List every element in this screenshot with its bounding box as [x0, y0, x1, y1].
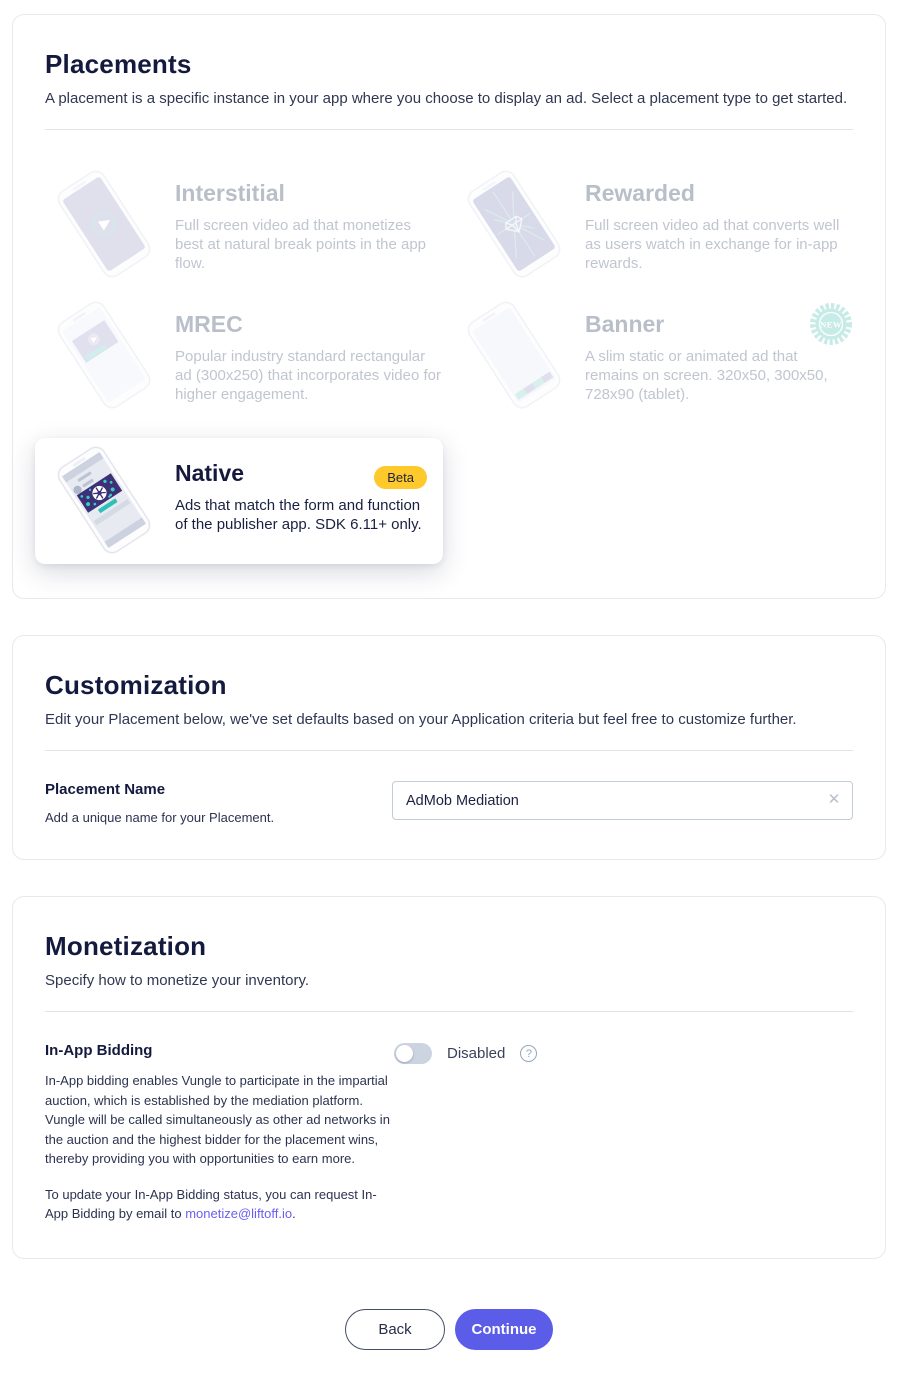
- type-description: Full screen video ad that monetizes best at natural break points in the app flow.: [175, 217, 427, 273]
- type-title: Interstitial: [175, 180, 285, 206]
- placements-card: [12, 14, 886, 599]
- placements-title: Placements: [45, 49, 192, 79]
- new-badge: [809, 302, 853, 346]
- monetization-title: Monetization: [45, 931, 207, 962]
- placement-name-input[interactable]: [392, 781, 853, 820]
- in-app-bidding-row: In-App Bidding In-App bidding enables Vungle to participate in the impartial auction, which is established by the mediation platform. Vungle will be called simultaneously as other ad networks in the auction and the highest bidder for the placement wins, thereby providing you with opportunities to earn more. To update your In-App Bidding status, you can request In-App Bidding by email to monetize@liftoff.io. Disabled ?: [45, 1012, 853, 1224]
- help-icon[interactable]: ?: [520, 1045, 537, 1062]
- native-phone-icon: [45, 452, 163, 548]
- customization-title: Customization: [45, 670, 227, 701]
- in-app-bidding-description: In-App bidding enables Vungle to participate in the impartial auction, which is established by the mediation platform. Vungle will be called simultaneously as other ad networks in the auction and the highest bidder for the placement wins, thereby providing you with opportunities to earn more.: [45, 1073, 390, 1167]
- in-app-bidding-toggle[interactable]: [394, 1043, 432, 1064]
- footer-actions: [12, 1295, 886, 1356]
- back-button[interactable]: Back: [345, 1309, 445, 1350]
- beta-badge: Beta: [374, 466, 427, 489]
- type-description: A slim static or animated ad that remains on screen. 320x50, 300x50, 728x90 (tablet).: [585, 348, 828, 404]
- placement-type-banner[interactable]: [455, 307, 853, 404]
- clear-input-icon[interactable]: ✕: [824, 790, 844, 810]
- mrec-phone-icon: [45, 307, 163, 403]
- type-description: Popular industry standard rectangular ad (300x250) that incorporates video for higher engagement.: [175, 348, 441, 404]
- placement-type-grid: [45, 130, 853, 564]
- in-app-bidding-status: Disabled: [447, 1045, 506, 1063]
- monetize-email-link[interactable]: monetize@liftoff.io: [185, 1206, 293, 1222]
- type-title: MREC: [175, 311, 243, 338]
- customization-card: [12, 635, 886, 860]
- customization-subtitle: Edit your Placement below, we've set defaults based on your Application criteria but feel free to customize further.: [45, 711, 797, 729]
- placement-type-rewarded[interactable]: [455, 176, 853, 273]
- monetization-subtitle: Specify how to monetize your inventory.: [45, 972, 310, 990]
- type-title: Banner: [585, 311, 665, 338]
- type-description: Full screen video ad that converts well as users watch in exchange for in-app rewards.: [585, 217, 840, 273]
- placements-subtitle: A placement is a specific instance in your app where you choose to display an ad. Select a placement type to get started.: [45, 90, 848, 107]
- placement-type-mrec[interactable]: [45, 307, 443, 404]
- toggle-knob: [396, 1045, 413, 1062]
- placement-name-help: Add a unique name for your Placement.: [45, 810, 275, 826]
- svg-text:NEW: NEW: [820, 319, 842, 330]
- banner-phone-icon: [455, 307, 573, 403]
- in-app-bidding-note: To update your In-App Bidding status, you can request In-App Bidding by email to: [45, 1186, 377, 1222]
- monetization-card: [12, 896, 886, 1259]
- placement-type-interstitial[interactable]: [45, 176, 443, 273]
- placement-name-label: Placement Name: [45, 781, 166, 799]
- in-app-bidding-label: In-App Bidding: [45, 1042, 153, 1060]
- rewarded-phone-icon: [455, 176, 573, 272]
- placement-type-native[interactable]: [35, 438, 443, 564]
- type-title: Rewarded: [585, 180, 695, 206]
- interstitial-phone-icon: [45, 176, 163, 272]
- type-title: Native: [175, 460, 245, 487]
- type-description: Ads that match the form and function of the publisher app. SDK 6.11+ only.: [175, 497, 422, 534]
- continue-button[interactable]: Continue: [455, 1309, 553, 1350]
- placement-name-row: [45, 751, 853, 825]
